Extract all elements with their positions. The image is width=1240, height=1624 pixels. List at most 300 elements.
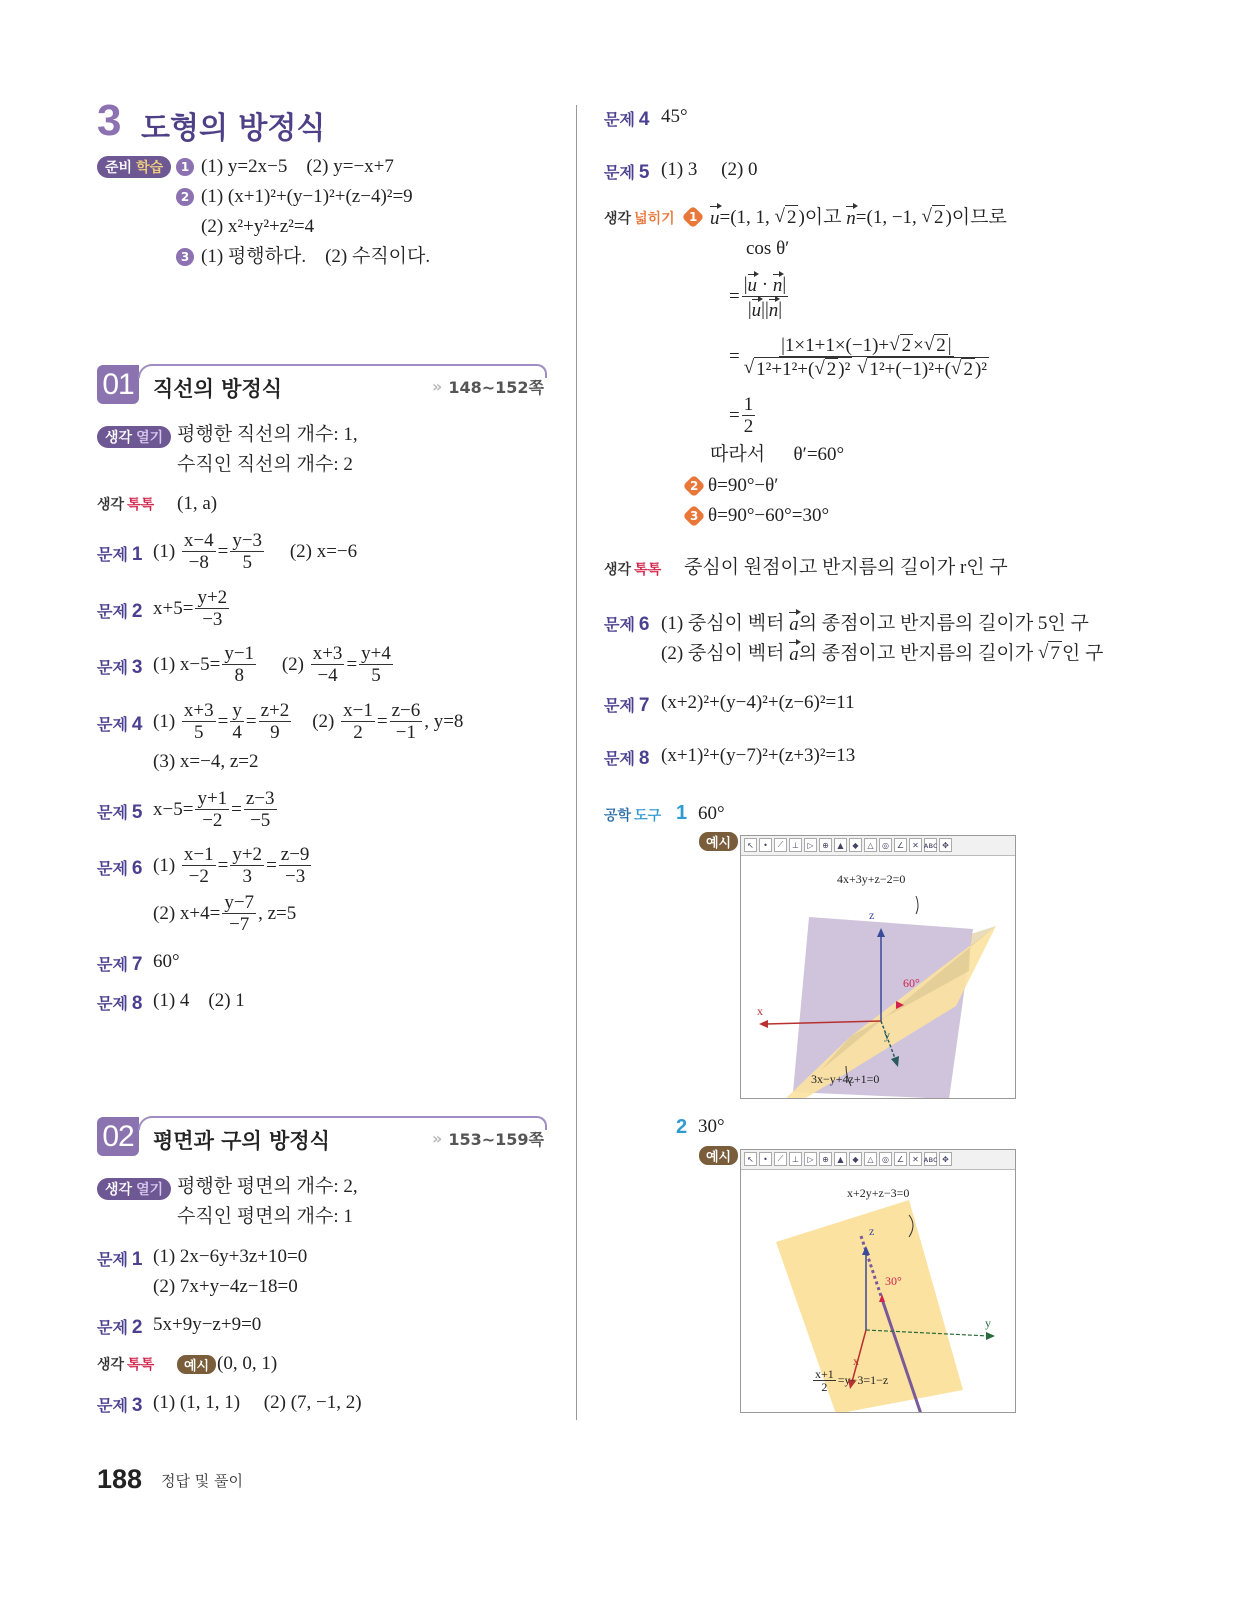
label-num: 6 <box>131 858 143 879</box>
math-text: = <box>266 854 277 876</box>
math-text: 5x+9y−z+9=0 <box>153 1314 262 1335</box>
problem-answer <box>153 587 231 630</box>
fraction-denominator <box>369 665 383 686</box>
vector: a <box>789 610 799 637</box>
badge-text: 준비 <box>105 160 133 176</box>
problem-label <box>97 856 143 880</box>
math-text: (2) x²+y²+z²=4 <box>201 216 315 237</box>
math-text: 60° <box>903 976 920 990</box>
math-text: 4 <box>232 722 242 743</box>
fraction-numerator <box>244 788 277 810</box>
math-text: z+2 <box>260 700 290 721</box>
fraction-denominator <box>819 1381 829 1393</box>
expand-line <box>708 504 829 528</box>
fraction-numerator <box>390 700 423 722</box>
tok-label <box>604 559 661 579</box>
math-text: (1) 4 (2) 1 <box>153 990 245 1011</box>
math-text: 3x−y+4z+1=0 <box>811 1072 880 1086</box>
label-text: 문제 <box>97 1318 128 1337</box>
math-text: (3) x=−4, z=2 <box>153 751 259 772</box>
fraction <box>311 643 345 686</box>
tok-answer <box>217 1352 277 1376</box>
toolbar-tool-icon[interactable]: • <box>759 838 772 852</box>
problem-answer <box>661 105 688 129</box>
math-text: (1) (1, 1, 1) (2) (7, −1, 2) <box>153 1392 362 1413</box>
math-text: )이고 <box>798 206 847 228</box>
z-axis-label <box>869 908 874 923</box>
math-text: 2 <box>936 335 946 356</box>
plane-label <box>837 872 905 887</box>
math-text: (2) x+4= <box>153 902 221 924</box>
toolbar-tool-icon[interactable]: ↖ <box>744 1152 757 1166</box>
number-marker-icon <box>176 188 194 206</box>
radicand <box>867 357 989 380</box>
y-axis-label <box>884 1028 890 1043</box>
math-text: 45° <box>661 106 688 127</box>
label-num: 3 <box>131 1395 143 1416</box>
toolbar-tool-icon[interactable]: ✕ <box>909 838 922 852</box>
toolbar-tool-icon[interactable]: ⟋ <box>774 838 787 852</box>
math-text: , z=5 <box>258 902 297 924</box>
z-axis-label <box>869 1224 874 1239</box>
math-text: 따라서 θ′=60° <box>710 444 845 465</box>
math-text: (1) 3 (2) 0 <box>661 159 758 180</box>
problem-label <box>97 952 143 976</box>
label-text: 문제 <box>97 803 128 822</box>
radical-sign-icon: √ <box>1037 642 1049 663</box>
toolbar-tool-icon[interactable]: ∠ <box>894 1152 907 1166</box>
math-text: 2 <box>963 359 973 380</box>
toolbar-tool-icon[interactable]: ▲ <box>834 1152 847 1166</box>
fraction-numerator <box>230 530 264 552</box>
math-text: 60° <box>153 951 180 972</box>
math-text: −7 <box>229 914 250 935</box>
problem-label <box>97 800 143 824</box>
geogebra-figure-1 <box>740 835 1016 1099</box>
math-text: 9 <box>270 722 280 743</box>
marker-num: 2 <box>180 190 190 204</box>
label-text: 문제 <box>97 1396 128 1415</box>
problem-label <box>97 1247 143 1271</box>
label-num: 4 <box>131 714 143 735</box>
radical-sign-icon: √ <box>951 358 962 379</box>
math-text: 1²+1²+( <box>756 358 815 380</box>
math-text: x+1 <box>815 1367 834 1381</box>
problem-answer <box>153 1245 307 1269</box>
math-text: x+3 <box>183 700 214 721</box>
vector: n <box>773 272 783 296</box>
number-marker-icon <box>682 206 705 229</box>
square-root <box>814 358 838 380</box>
math-text: (x+1)²+(y−7)²+(z+3)²=13 <box>661 745 856 766</box>
fraction <box>742 394 756 437</box>
fraction <box>195 587 229 630</box>
label-num: 7 <box>638 695 650 716</box>
fraction-numerator <box>195 587 229 609</box>
fraction <box>341 700 375 743</box>
math-text: x+3 <box>312 643 343 664</box>
fraction-denominator <box>240 552 254 573</box>
column-divider <box>576 105 577 1420</box>
math-text: | <box>782 273 787 295</box>
label-num: 7 <box>131 954 143 975</box>
geogebra-toolbar <box>741 1150 1015 1170</box>
math-text: 5 <box>371 665 381 686</box>
radicand <box>785 205 799 230</box>
fraction-denominator <box>240 866 254 887</box>
marker-num: 3 <box>689 508 699 523</box>
problem-label <box>604 107 650 131</box>
number-marker-icon <box>683 475 706 498</box>
math-text: (0, 0, 1) <box>217 1353 278 1374</box>
example-badge: 예시 <box>699 1146 738 1165</box>
toolbar-tool-icon[interactable]: ▷ <box>804 838 817 852</box>
fraction-numerator <box>742 394 756 416</box>
section-number-badge: 02 <box>97 1117 139 1156</box>
math-text: 인 구 <box>1061 642 1104 664</box>
problem-answer <box>153 989 245 1013</box>
angle-label <box>885 1274 902 1289</box>
problem-answer <box>153 700 463 743</box>
toolbar-tool-icon[interactable]: ⊕ <box>819 1152 832 1166</box>
label-text: 문제 <box>97 658 128 677</box>
math-text: )² <box>838 358 851 380</box>
prep-answer-2-1 <box>201 185 413 209</box>
toolbar-tool-icon[interactable]: △ <box>864 838 877 852</box>
open-answer-line: 수직인 직선의 개수: 2 <box>177 454 353 475</box>
chevron-right-icon: » <box>432 377 443 396</box>
expand-line <box>729 394 757 437</box>
math-text: (1) 2x−6y+3z+10=0 <box>153 1246 308 1267</box>
label-num: 1 <box>131 544 143 565</box>
problem-answer <box>153 1313 261 1337</box>
label-b: 넓히기 <box>634 211 675 227</box>
badge-highlight: 학습 <box>136 160 164 176</box>
math-text: = <box>376 710 388 732</box>
fraction-numerator <box>359 643 393 665</box>
problem-label <box>97 655 143 679</box>
fraction <box>182 700 216 743</box>
math-text: = <box>245 710 257 732</box>
marker-num: 2 <box>689 478 699 493</box>
label-num: 5 <box>638 162 650 183</box>
radicand <box>934 334 948 356</box>
label-num: 8 <box>638 748 650 769</box>
label-a: 생각 <box>604 562 632 578</box>
page-number: 188 <box>97 1464 143 1494</box>
math-text: x <box>757 1004 763 1018</box>
math-text: 7 <box>1050 643 1060 664</box>
math-text: z−3 <box>245 788 275 809</box>
math-text: (1, a) <box>177 493 218 514</box>
problem-answer <box>661 744 855 768</box>
toolbar-tool-icon[interactable]: ◎ <box>879 1152 892 1166</box>
y-axis-label <box>985 1316 991 1331</box>
math-text: 2 <box>826 359 837 380</box>
x-axis-arrow-icon <box>759 1020 768 1028</box>
toolbar-tool-icon[interactable]: ✥ <box>939 1152 952 1166</box>
problem-label <box>97 599 143 623</box>
fraction <box>222 892 256 935</box>
toolbar-tool-icon[interactable]: ᴀʙᴄ <box>924 838 937 852</box>
math-text: y+1 <box>197 788 228 809</box>
toolbar-tool-icon[interactable]: ✥ <box>939 838 952 852</box>
problem-label <box>97 542 143 566</box>
fraction <box>359 643 393 686</box>
fraction-numerator <box>742 272 788 297</box>
tool-item-answer <box>698 802 725 826</box>
math-text: )² <box>974 358 987 380</box>
math-text: y+2 <box>197 587 228 608</box>
chevron-right-icon: » <box>432 1129 443 1148</box>
fraction-numerator <box>311 643 345 665</box>
marker-num: 3 <box>180 250 190 264</box>
label-num: 3 <box>131 657 143 678</box>
label-b: 톡톡 <box>127 497 155 513</box>
chapter-title: 도형의 방정식 <box>141 111 326 146</box>
radicand <box>961 358 975 380</box>
line-label <box>811 1368 888 1393</box>
fraction-denominator <box>232 665 246 686</box>
fraction <box>390 700 423 743</box>
math-text: −5 <box>250 810 271 831</box>
open-badge <box>97 426 171 448</box>
math-text: −4 <box>317 665 338 686</box>
fraction-numerator <box>279 844 312 866</box>
open-badge <box>97 1178 171 1200</box>
toolbar-tool-icon[interactable]: ᴀʙᴄ <box>924 1152 937 1166</box>
expand-line <box>708 474 778 498</box>
math-text: 5 <box>194 722 204 743</box>
fraction-denominator <box>742 416 756 437</box>
math-text: 60° <box>698 803 725 824</box>
math-text: x−1 <box>343 700 373 721</box>
footer-label: 정답 및 풀이 <box>161 1472 243 1490</box>
math-text: (1) x−5= <box>153 653 221 675</box>
label-text: 문제 <box>97 715 128 734</box>
tok-label <box>97 1354 154 1374</box>
math-text: x+2y+z−3=0 <box>847 1186 910 1200</box>
toolbar-tool-icon[interactable]: ⊕ <box>819 838 832 852</box>
math-text: (1) 중심이 벡터 <box>661 612 790 634</box>
fraction <box>813 1368 836 1393</box>
math-text: = <box>217 540 229 562</box>
math-text: x−1 <box>183 844 214 865</box>
label-b: 톡톡 <box>127 1357 155 1373</box>
plane-label <box>847 1186 909 1201</box>
math-text: = <box>231 798 242 820</box>
toolbar-tool-icon[interactable]: ▲ <box>834 838 847 852</box>
fraction-numerator <box>222 643 256 665</box>
fraction <box>195 788 229 831</box>
fraction-denominator <box>230 722 244 743</box>
prep-answer-2-2 <box>201 215 314 239</box>
math-text: 5 <box>242 552 252 573</box>
square-root <box>857 357 989 380</box>
math-text: = <box>729 346 740 367</box>
fraction <box>742 334 991 380</box>
math-text: z−6 <box>391 700 421 721</box>
math-text: (x+2)²+(y−4)²+(z−6)²=11 <box>661 692 855 713</box>
math-text: = <box>217 710 229 732</box>
fraction <box>230 530 264 573</box>
tool-item-number: 2 <box>676 1116 688 1138</box>
radicand <box>932 205 946 230</box>
math-text: x+5= <box>153 597 194 619</box>
label-text: 문제 <box>97 1250 128 1269</box>
vector: n <box>769 297 779 321</box>
section-title: 평면과 구의 방정식 <box>153 1129 330 1153</box>
problem-label <box>97 1393 143 1417</box>
math-text: 3 <box>242 866 252 887</box>
math-text: −2 <box>202 810 223 831</box>
toolbar-tool-icon[interactable]: ↖ <box>744 838 757 852</box>
label-text: 문제 <box>604 163 635 182</box>
math-text: y <box>232 700 242 721</box>
radical-sign-icon: √ <box>814 358 825 379</box>
fraction <box>244 788 277 831</box>
problem-label <box>604 693 650 717</box>
label-a: 생각 <box>97 497 125 513</box>
math-text: = <box>729 404 740 426</box>
badge-highlight: 열기 <box>136 1182 164 1198</box>
fraction <box>230 844 264 887</box>
math-text: (1) y=2x−5 (2) y=−x+7 <box>201 156 394 177</box>
math-text: =(1, 1, <box>719 206 775 228</box>
math-text: = <box>217 854 229 876</box>
fraction <box>230 700 244 743</box>
math-text: −1 <box>395 722 416 743</box>
radical-sign-icon: √ <box>923 334 935 355</box>
radical-sign-icon: √ <box>889 334 900 355</box>
math-text: 30° <box>698 1116 725 1137</box>
math-text: 1²+(−1)²+( <box>869 358 951 380</box>
math-text: (2) 7x+y−4z−18=0 <box>153 1276 298 1297</box>
math-text: x−4 <box>183 530 214 551</box>
fraction-denominator <box>746 297 784 321</box>
problem-answer <box>153 530 357 573</box>
x-axis-label <box>853 1354 859 1369</box>
vector: a <box>789 640 799 667</box>
expand-line <box>729 272 790 321</box>
math-text: θ=90°−60°=30° <box>708 505 830 526</box>
math-text: −3 <box>202 609 223 630</box>
pages-text: 153~159쪽 <box>448 1130 545 1149</box>
math-text: × <box>913 334 924 356</box>
fraction <box>742 272 788 321</box>
open-answer-line: 수직인 평면의 개수: 1 <box>177 1206 353 1227</box>
label-num: 5 <box>131 802 143 823</box>
toolbar-tool-icon[interactable]: ✕ <box>909 1152 922 1166</box>
fraction <box>222 643 256 686</box>
label-text: 문제 <box>604 696 635 715</box>
math-text: (2) <box>258 653 309 675</box>
section-title: 직선의 방정식 <box>153 377 283 401</box>
toolbar-tool-icon[interactable]: △ <box>864 1152 877 1166</box>
pages-text: 148~152쪽 <box>448 378 545 397</box>
fraction <box>182 530 216 573</box>
fraction-denominator <box>227 914 251 935</box>
problem-answer <box>153 892 296 935</box>
math-text: (1) <box>153 854 180 876</box>
expand-label <box>604 208 675 228</box>
section-pages <box>432 375 544 398</box>
math-text: | <box>743 273 748 295</box>
problem-answer <box>661 640 1103 667</box>
math-text: | <box>947 334 952 356</box>
toolbar-tool-icon[interactable]: ◆ <box>849 1152 862 1166</box>
toolbar-tool-icon[interactable]: • <box>759 1152 772 1166</box>
label-num: 2 <box>131 601 143 622</box>
problem-answer <box>661 158 758 182</box>
radicand <box>1048 641 1062 666</box>
toolbar-tool-icon[interactable]: ∠ <box>894 838 907 852</box>
fraction <box>279 844 312 887</box>
open-answer-line: 평행한 평면의 개수: 2, <box>177 1176 358 1197</box>
toolbar-tool-icon[interactable]: ▷ <box>804 1152 817 1166</box>
math-text: (1) <box>153 710 180 732</box>
figure-graphic <box>741 856 1016 1099</box>
label-text: 문제 <box>604 615 635 634</box>
toolbar-tool-icon[interactable]: ⟋ <box>774 1152 787 1166</box>
fraction-numerator <box>182 844 216 866</box>
fraction-denominator <box>283 866 307 887</box>
math-text: 중심이 원점이고 반지름의 길이가 r인 구 <box>684 557 1008 578</box>
toolbar-tool-icon[interactable]: ⊥ <box>789 1152 802 1166</box>
math-text: y <box>985 1316 991 1330</box>
fraction-numerator <box>341 700 375 722</box>
square-root <box>744 357 853 380</box>
label-text: 문제 <box>604 110 635 129</box>
math-text: (2) <box>293 710 340 732</box>
math-text: =(1, −1, <box>855 206 922 228</box>
math-text: cos θ′ <box>746 238 790 259</box>
math-text: 2 <box>353 722 363 743</box>
math-text: 2 <box>933 207 944 228</box>
problem-label <box>604 612 650 636</box>
tool-item-number: 1 <box>676 802 688 824</box>
math-text: x <box>853 1354 859 1368</box>
math-text: , y=8 <box>424 710 464 732</box>
label-text: 문제 <box>97 994 128 1013</box>
label-text: 문제 <box>97 602 128 621</box>
problem-answer <box>153 1275 298 1299</box>
fraction-denominator <box>248 810 272 831</box>
tok-answer <box>684 556 1008 580</box>
label-num: 8 <box>131 993 143 1014</box>
marker-num: 1 <box>688 209 698 224</box>
math-text: 30° <box>885 1274 902 1288</box>
fraction-denominator <box>187 866 211 887</box>
plane-label <box>811 1072 879 1087</box>
toolbar-tool-icon[interactable]: ◎ <box>879 838 892 852</box>
radicand <box>900 334 914 356</box>
fraction-denominator <box>394 722 418 743</box>
math-text: 2 <box>821 1380 828 1394</box>
problem-answer <box>661 691 855 715</box>
toolbar-tool-icon[interactable]: ⊥ <box>789 838 802 852</box>
radical-sign-icon: √ <box>857 357 868 378</box>
tok-answer <box>177 492 217 516</box>
vector: n <box>846 204 856 231</box>
fraction-numerator <box>182 530 216 552</box>
prep-badge <box>97 156 171 178</box>
math-text: 4x+3y+z−2=0 <box>837 872 906 886</box>
problem-label <box>604 160 650 184</box>
toolbar-tool-icon[interactable]: ◆ <box>849 838 862 852</box>
problem-answer <box>153 844 313 887</box>
expand-line <box>746 237 789 261</box>
